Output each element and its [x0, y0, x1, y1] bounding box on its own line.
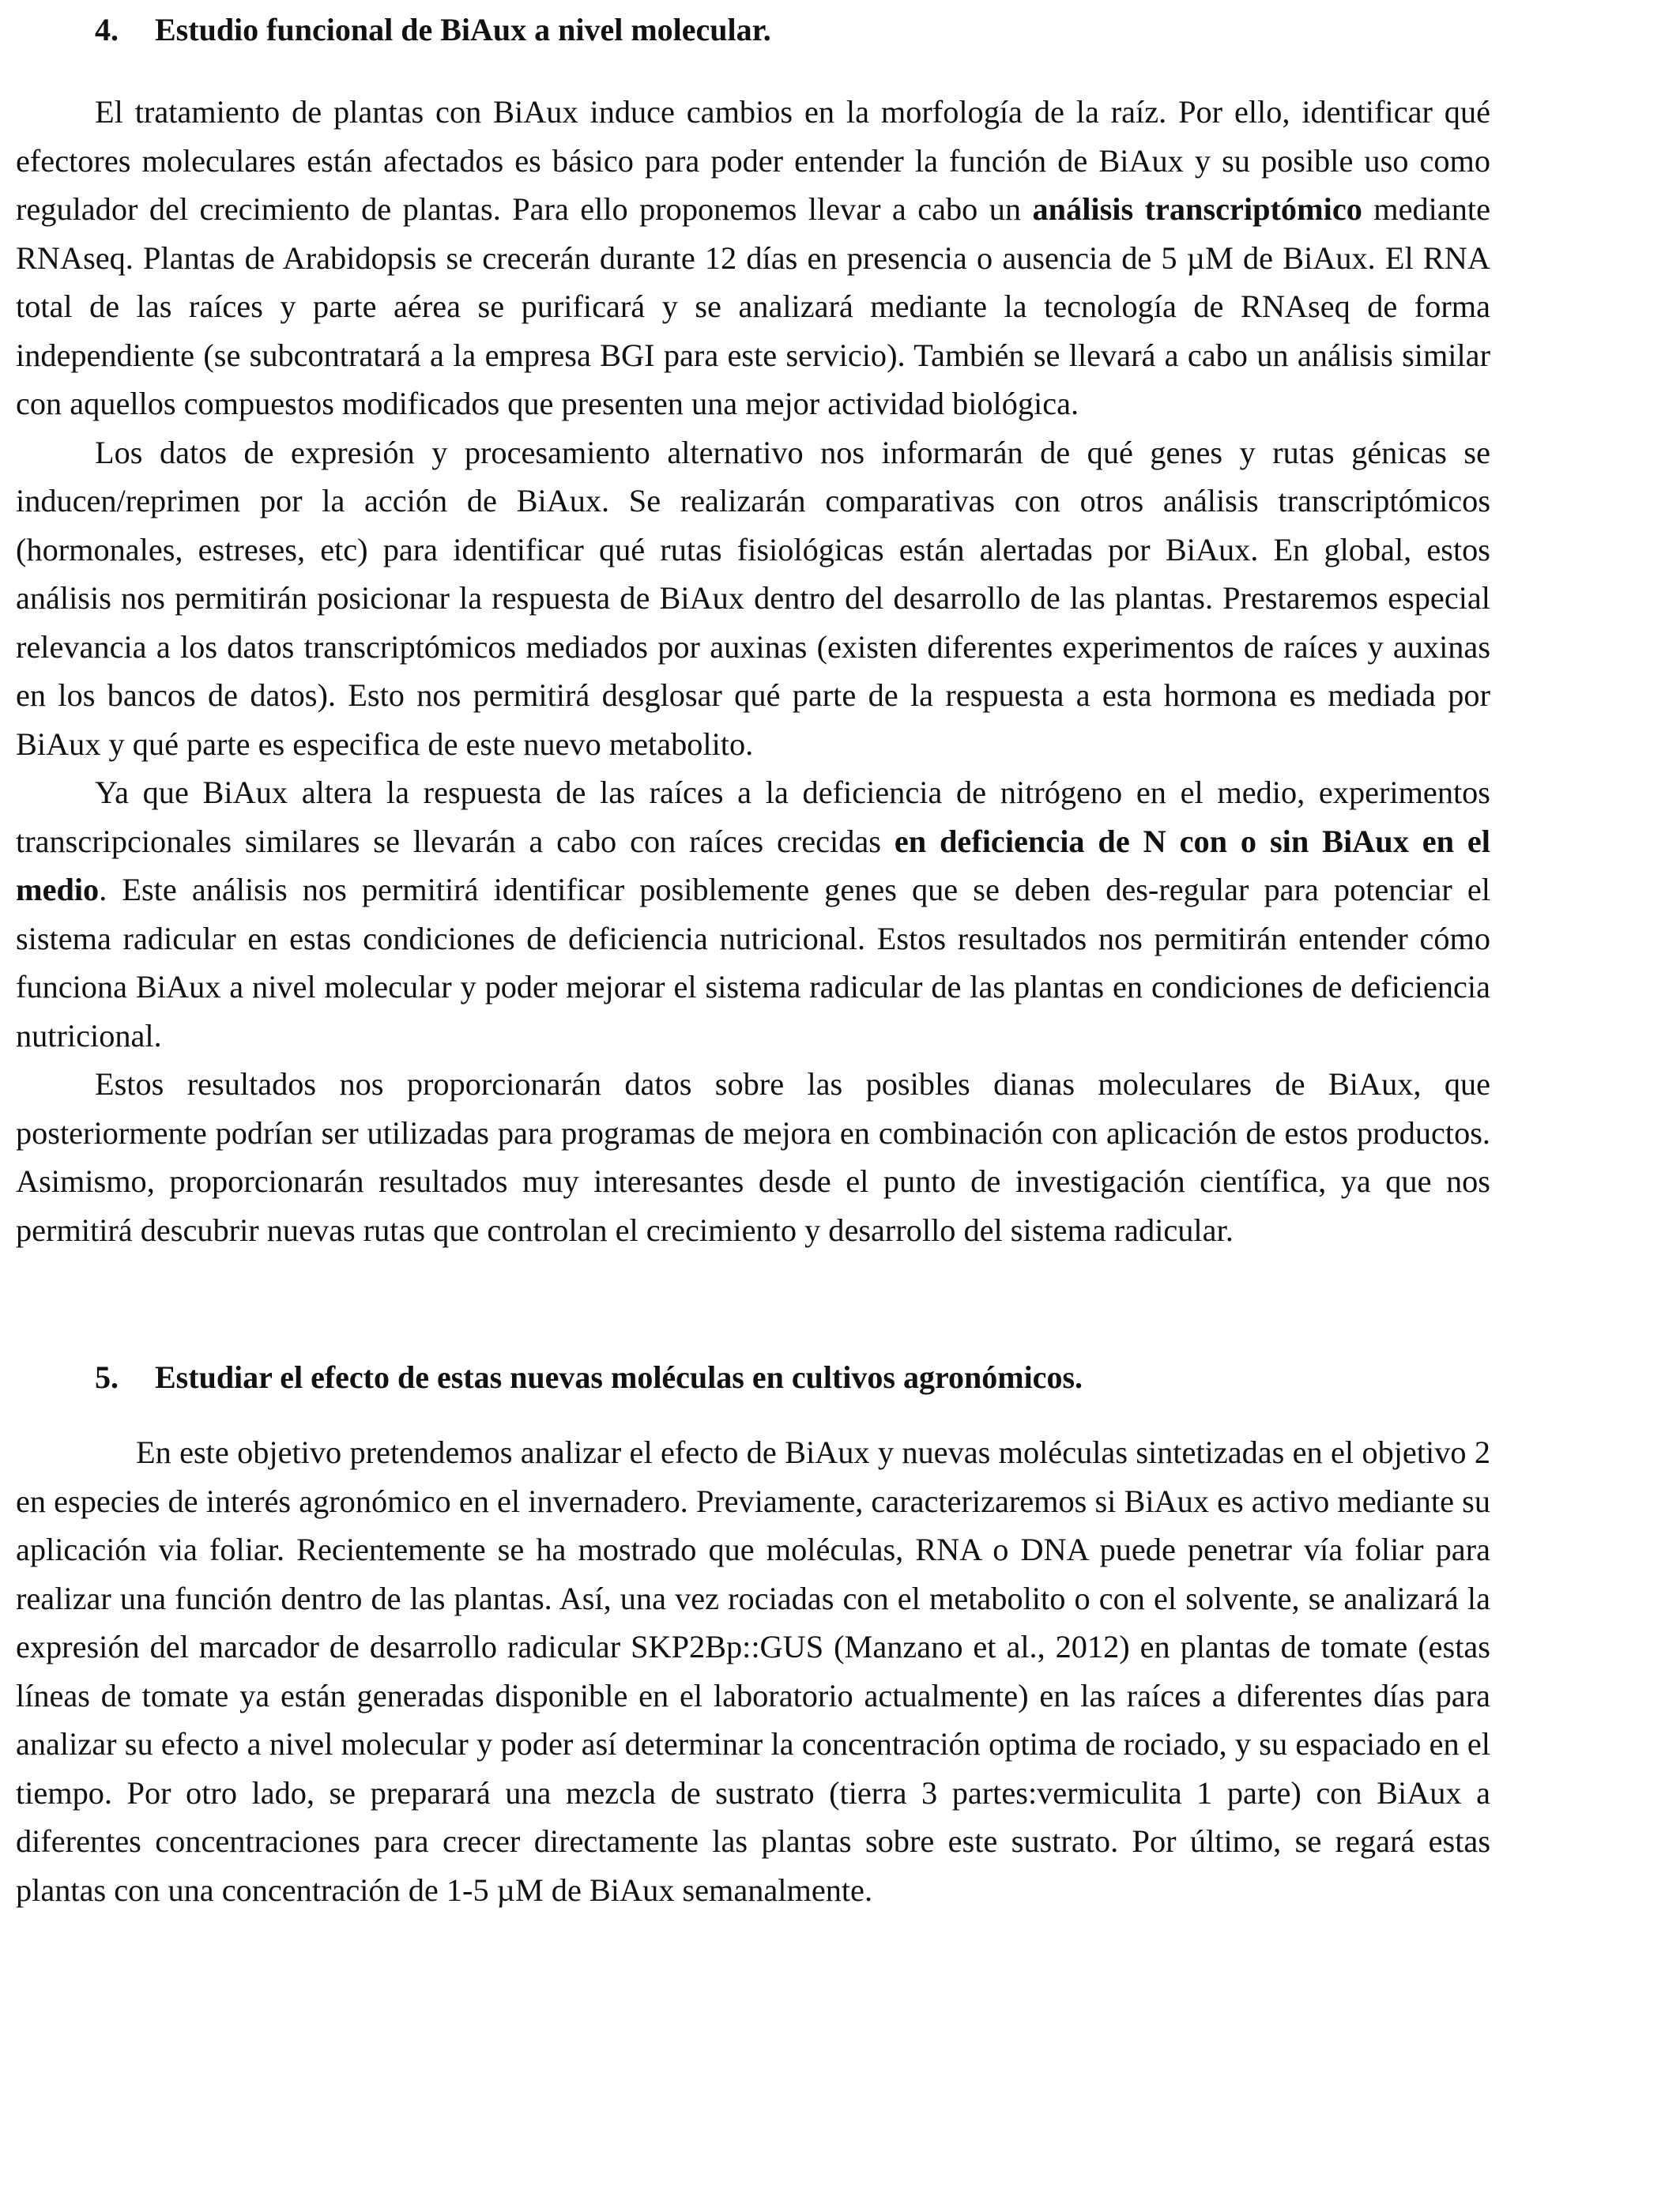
section-5-number: 5. — [95, 1359, 119, 1395]
paragraph-text: . Este análisis nos permitirá identificar posiblemente genes que se deben des-regular para potenciar el sistema radicular en estas condiciones de deficiencia nutricional. Estos resultados nos permitirán entender cómo funciona BiAux a nivel molecular y poder mejorar el sistema radicular de las plantas en condiciones de deficiencia nutricional. — [16, 872, 1490, 1054]
bold-phrase: análisis transcriptómico — [1032, 191, 1362, 227]
section-4-paragraph-4: Estos resultados nos proporcionarán datos sobre las posibles dianas moleculares de BiAux, que posteriormente podrían ser utilizadas para programas de mejora en combinación con aplicación de estos productos. Asimismo, proporcionarán resultados muy interesantes desde el punto de investigación científica, ya que nos permitirá descubrir nuevas rutas que controlan el crecimiento y desarrollo del sistema radicular. — [16, 1066, 1490, 1248]
paragraph-text: Ya que BiAux altera la respuesta de las raíces a la deficiencia de nitrógeno en el medio, experimentos transcripcionales similares se llevarán a cabo con raíces crecidas — [16, 775, 1490, 859]
section-5-paragraph-1: En este objetivo pretendemos analizar el efecto de BiAux y nuevas moléculas sintetizadas en el objetivo 2 en especies de interés agronómico en el invernadero. Previamente, caracterizaremos si BiAux es activo mediante su aplicación via foliar. Recientemente se ha mostrado que moléculas, RNA o DNA puede penetrar vía foliar para realizar una función dentro de las plantas. Así, una vez rociadas con el metabolito o con el solvente, se analizará la expresión del marcador de desarrollo radicular SKP2Bp::GUS (Manzano et al., 2012) en plantas de tomate (estas líneas de tomate ya están generadas disponible en el laboratorio actualmente) en las raíces a diferentes días para analizar su efecto a nivel molecular y poder así determinar la concentración optima de rociado, y su espaciado en el tiempo. Por otro lado, se preparará una mezcla de sustrato (tierra 3 partes:vermiculita 1 parte) con BiAux a diferentes concentraciones para crecer directamente las plantas sobre este sustrato. Por último, se regará estas plantas con una concentración de 1-5 µM de BiAux semanalmente. — [16, 1434, 1490, 1908]
spacer — [16, 1254, 1490, 1354]
spacer — [16, 54, 1490, 88]
section-4-paragraph-3 — [16, 768, 1490, 1060]
paragraph-text: El tratamiento de plantas con BiAux induce cambios en la morfología de la raíz. Por ello, identificar qué efectores moleculares están afectados es básico para poder entender la función de BiAux y su posible uso como regulador del crecimiento de plantas. Para ello proponemos llevar a cabo un — [16, 94, 1490, 227]
section-4-paragraph-2: Los datos de expresión y procesamiento alternativo nos informarán de qué genes y rutas génicas se inducen/reprimen por la acción de BiAux. Se realizarán comparativas con otros análisis transcriptómicos (hormonales, estreses, etc) para identificar qué rutas fisiológicas están alertadas por BiAux. En global, estos análisis nos permitirán posicionar la respuesta de BiAux dentro del desarrollo de las plantas. Prestaremos especial relevancia a los datos transcriptómicos mediados por auxinas (existen diferentes experimentos de raíces y auxinas en los bancos de datos). Esto nos permitirá desglosar qué parte de la respuesta a esta hormona es mediada por BiAux y qué parte es especifica de este nuevo metabolito. — [16, 434, 1490, 762]
document-page — [16, 0, 1490, 1914]
section-5-title: Estudiar el efecto de estas nuevas moléculas en cultivos agronómicos. — [155, 1359, 1083, 1395]
spacer — [16, 1401, 1490, 1428]
section-4-number: 4. — [95, 12, 119, 47]
section-4-title: Estudio funcional de BiAux a nivel molecular. — [155, 12, 771, 47]
section-4-paragraph-1 — [16, 88, 1490, 428]
paragraph-text: mediante RNAseq. Plantas de Arabidopsis se crecerán durante 12 días en presencia o ausencia de 5 µM de BiAux. El RNA total de las raíces y parte aérea se purificará y se analizará mediante la tecnología de RNAseq de forma independiente (se subcontratará a la empresa BGI para este servicio). También se llevará a cabo un análisis similar con aquellos compuestos modificados que presenten una mejor actividad biológica. — [16, 191, 1490, 421]
section-4-heading — [16, 6, 1490, 54]
section-5-heading — [16, 1354, 1490, 1401]
bold-phrase: en deficiencia de N con o sin BiAux en el medio — [16, 823, 1490, 907]
